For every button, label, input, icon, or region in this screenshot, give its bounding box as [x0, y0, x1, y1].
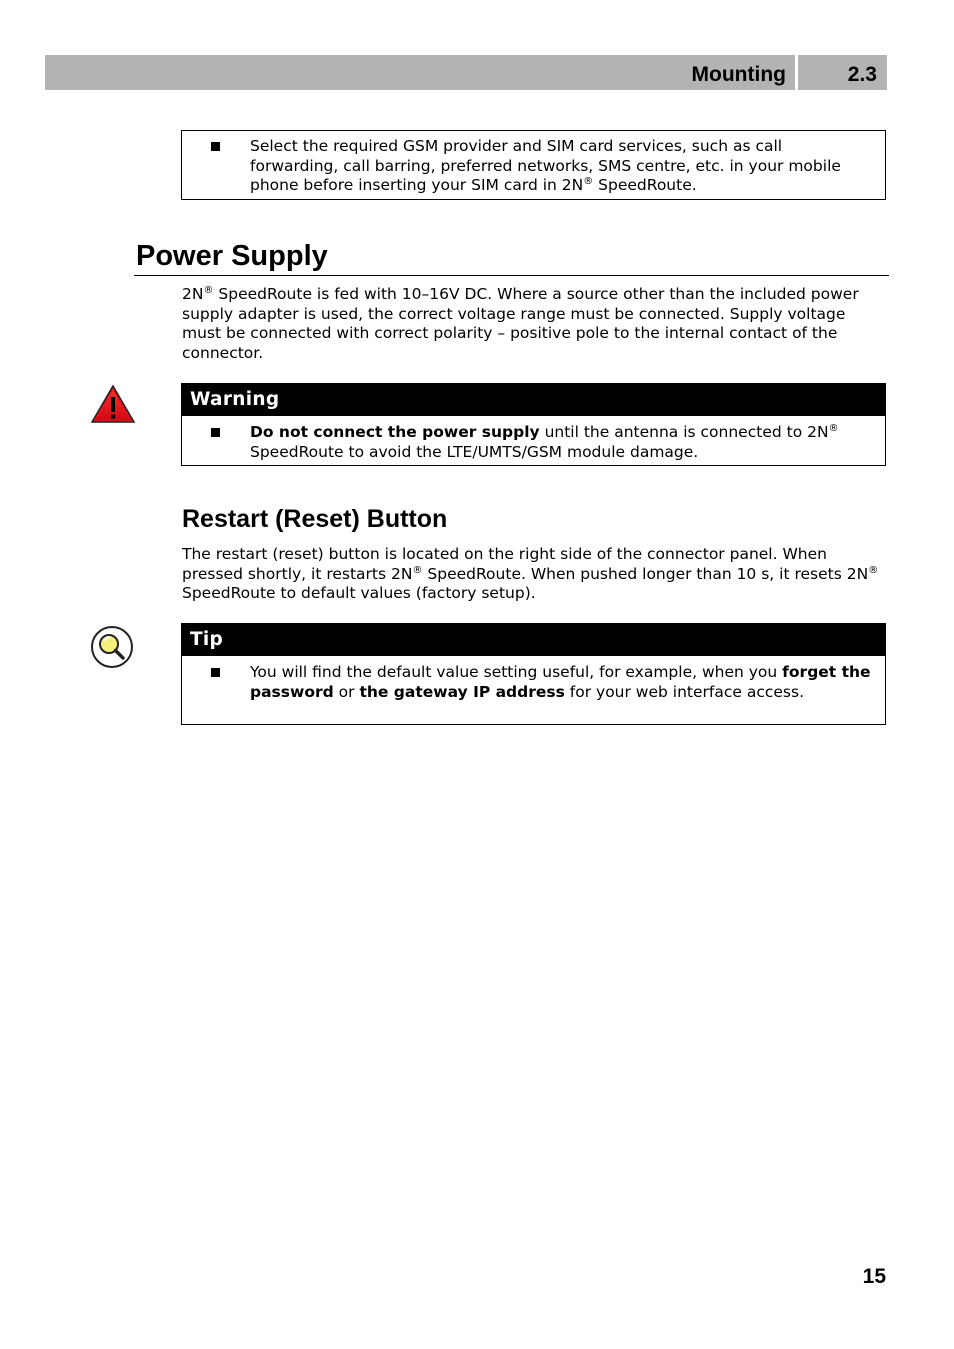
- header-bar: [45, 55, 795, 90]
- tip-text-1: You will find the default value setting useful, for example, when you: [250, 663, 783, 681]
- tip-bold-gateway: the gateway IP address: [359, 682, 565, 701]
- warning-item: [182, 416, 885, 467]
- tip-text-2: or: [333, 682, 360, 701]
- heading-rule: [134, 275, 889, 276]
- restart-heading: Restart (Reset) Button: [182, 505, 448, 533]
- power-supply-paragraph: [182, 285, 882, 363]
- tip-box: [181, 623, 886, 725]
- tip-bold-password: forget the password: [250, 663, 871, 701]
- registered-mark: ®: [203, 284, 214, 296]
- lightbulb-magnifier-icon: [90, 625, 134, 669]
- restart-text-2: SpeedRoute. When pushed longer than 10 s, it resets 2N: [422, 564, 869, 583]
- power-supply-heading: Power Supply: [136, 240, 328, 272]
- restart-text-3: SpeedRoute to default values (factory setup).: [182, 584, 536, 602]
- restart-text-1: The restart (reset) button is located on the right side of the connector panel. When pressed shortly, it restarts 2N: [182, 545, 827, 583]
- warning-box: [181, 383, 886, 466]
- restart-paragraph: [182, 545, 882, 604]
- sim-note-box: [181, 130, 886, 200]
- warning-title: Warning: [182, 384, 885, 416]
- registered-mark: ®: [828, 422, 839, 434]
- tip-text-3: for your web interface access.: [564, 682, 804, 701]
- sim-note-text: Select the required GSM provider and SIM card services, such as call forwarding, call barring, preferred networks, SMS centre, etc. in your mobile phone before inserting your SIM card in 2N: [250, 137, 841, 194]
- sim-note-item: [182, 131, 885, 201]
- power-supply-text: SpeedRoute is fed with 10–16V DC. Where a source other than the included power supply adapter is used, the correct voltage range must be connected. Supply voltage must be connected with correct polarity – positive pole to the internal contact of the connector.: [182, 285, 859, 362]
- warning-text: until the antenna is connected to 2N: [539, 423, 829, 441]
- warning-bold-text: Do not connect the power supply: [250, 423, 540, 441]
- registered-mark: ®: [868, 564, 879, 576]
- sim-note-text-end: SpeedRoute.: [593, 176, 697, 194]
- registered-mark: ®: [583, 175, 594, 187]
- bullet-square-icon: [211, 428, 220, 437]
- chapter-title: Mounting: [691, 63, 786, 86]
- power-supply-text-start: 2N: [182, 285, 204, 303]
- registered-mark: ®: [412, 564, 423, 576]
- bullet-square-icon: [211, 142, 220, 151]
- tip-title: Tip: [182, 624, 885, 656]
- tip-item: [182, 656, 885, 707]
- section-number: 2.3: [847, 63, 877, 86]
- warning-triangle-icon: [90, 384, 136, 424]
- warning-text-end: SpeedRoute to avoid the LTE/UMTS/GSM module damage.: [250, 442, 699, 461]
- page-number: 15: [862, 1265, 886, 1288]
- bullet-square-icon: [211, 668, 220, 677]
